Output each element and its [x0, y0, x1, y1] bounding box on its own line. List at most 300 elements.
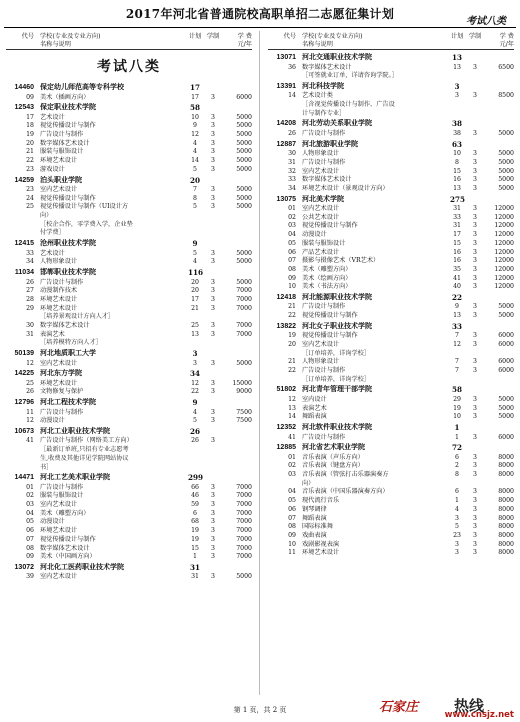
row-name: ［培养景观设计方向人才］: [40, 313, 115, 321]
major-row: [6, 131, 252, 140]
row-code: 08: [288, 265, 296, 273]
row-name: 室内艺术设计: [40, 186, 78, 193]
row-duration: 3: [473, 184, 477, 192]
row-name: 生,收费及其他详见学院网站协议: [40, 454, 129, 462]
row-name: 表演艺术: [302, 404, 327, 412]
row-name: 美术（插画方向）: [40, 93, 90, 101]
row-plan: 26: [189, 426, 200, 436]
row-code: 11: [288, 549, 296, 557]
row-duration: 3: [473, 341, 477, 348]
row-code: 03: [26, 501, 34, 509]
note-row: [268, 101, 514, 110]
row-code: 30: [288, 150, 296, 158]
major-row: [6, 203, 252, 212]
header-fee-2: 元/年: [237, 40, 252, 48]
row-plan: 31: [453, 222, 461, 230]
row-code: 25: [26, 379, 34, 387]
row-code: 04: [288, 231, 296, 239]
header-fee-1: 学 费: [237, 33, 252, 40]
row-name: 广告设计与制作: [40, 131, 84, 139]
row-name: 国际标准舞: [302, 523, 333, 531]
row-name: 广告设计与制作: [40, 278, 84, 286]
row-fee: 8000: [498, 531, 514, 539]
row-plan: 9: [192, 398, 198, 408]
row-name: 河北交通职业技术学院: [302, 53, 372, 61]
row-code: 13822: [276, 322, 296, 330]
row-fee: 8000: [498, 514, 514, 522]
row-fee: 5000: [498, 184, 514, 192]
row-duration: 3: [211, 509, 215, 517]
row-plan: 16: [453, 248, 461, 256]
watermark-cn: 石家庄: [378, 700, 418, 715]
row-fee: 8000: [498, 462, 514, 470]
row-fee: 12000: [494, 205, 514, 213]
row-name: 河北省艺术职业学院: [302, 443, 365, 452]
row-name: 环境艺术设计: [40, 304, 78, 312]
row-name: ［培养模特方向人才］: [40, 339, 102, 347]
row-plan: 68: [191, 518, 199, 526]
row-plan: 12: [191, 131, 199, 139]
row-duration: 3: [473, 471, 477, 479]
header-code: 代号: [21, 33, 34, 40]
row-fee: 7000: [236, 544, 252, 552]
row-fee: 5000: [236, 573, 252, 581]
row-duration: 3: [211, 544, 215, 552]
row-fee: 7000: [236, 295, 252, 303]
major-row: [6, 437, 252, 446]
row-code: 51802: [276, 386, 296, 394]
row-plan: 116: [188, 268, 204, 277]
row-duration: 3: [211, 379, 215, 387]
row-name: 数字媒体艺术设计: [302, 176, 352, 184]
row-name: 广告设计与制作: [302, 433, 346, 441]
row-code: 03: [288, 222, 296, 230]
row-name: ［校企合作，零学费入学，企业垫: [40, 220, 133, 228]
column-divider: [259, 31, 260, 695]
major-row: [6, 501, 252, 510]
major-row: [268, 205, 514, 214]
row-duration: 3: [473, 257, 477, 265]
column-header: [6, 31, 252, 50]
major-row: [6, 518, 252, 527]
row-fee: 12000: [494, 248, 514, 256]
row-duration: 3: [473, 395, 477, 403]
row-fee: 5000: [236, 131, 252, 139]
row-name: 戏剧影视表演: [302, 540, 340, 548]
row-duration: 3: [473, 239, 477, 247]
row-name: 舞蹈表演: [302, 514, 327, 522]
major-row: [6, 388, 252, 397]
row-duration: 3: [211, 408, 215, 416]
major-row: [6, 166, 252, 175]
row-code: 14471: [14, 474, 34, 482]
row-name: 美术（中国画方向）: [40, 553, 96, 561]
row-plan: 1: [455, 433, 459, 441]
header-name-1: 学校(专业及专业方向): [40, 33, 101, 40]
row-plan: 38: [451, 119, 462, 129]
row-duration: 3: [473, 283, 477, 291]
row-code: 26: [288, 129, 296, 137]
row-code: 12418: [276, 293, 296, 301]
row-duration: 3: [473, 531, 477, 539]
row-duration: 3: [473, 358, 477, 366]
row-plan: 17: [453, 231, 461, 239]
major-row: [268, 549, 514, 558]
row-name: 室内艺术设计: [302, 167, 340, 175]
row-code: 12887: [276, 140, 296, 148]
row-fee: 7000: [236, 287, 252, 295]
row-name: 音乐表演（中国乐器演奏方向）: [302, 488, 389, 496]
row-fee: 8000: [498, 497, 514, 505]
row-plan: 40: [453, 283, 461, 291]
row-plan: 7: [455, 367, 459, 375]
row-fee: 12000: [494, 239, 514, 247]
row-duration: 3: [211, 535, 215, 543]
right-column: [268, 31, 514, 558]
header-name-2: 名称与说明: [302, 40, 333, 48]
row-code: 09: [288, 531, 296, 539]
row-code: 41: [26, 437, 34, 445]
row-plan: 12: [191, 379, 199, 387]
row-plan: 33: [453, 213, 461, 221]
row-code: 33: [288, 176, 296, 184]
row-plan: 31: [453, 205, 461, 213]
row-duration: 3: [473, 514, 477, 522]
row-name: ［订单培养，详询学校］: [302, 375, 371, 383]
institution-row: [6, 397, 252, 409]
row-duration: 3: [473, 453, 477, 461]
row-code: 03: [288, 471, 296, 479]
major-row: [268, 541, 514, 550]
row-duration: 3: [211, 388, 215, 396]
major-row: [268, 497, 514, 506]
row-fee: 5000: [498, 303, 514, 311]
row-code: 05: [26, 518, 34, 526]
row-name: 产品艺术设计: [302, 248, 340, 256]
row-name: 音乐表演（键盘方向）: [302, 462, 364, 470]
row-code: 09: [26, 93, 34, 101]
row-name: ［最新订单班,只招有专业志愿考: [40, 446, 129, 454]
row-plan: 3: [455, 540, 459, 548]
row-name: 室内设计: [302, 395, 327, 403]
row-duration: 3: [211, 122, 215, 130]
row-name: 邯郸职业技术学院: [40, 268, 96, 276]
row-name: 美术（雕塑方向）: [302, 265, 352, 273]
row-fee: 6000: [498, 332, 514, 340]
row-duration: 3: [211, 287, 215, 295]
row-fee: 5000: [498, 176, 514, 184]
row-code: 18: [26, 122, 34, 130]
row-duration: 3: [211, 330, 215, 338]
row-plan: 4: [193, 408, 197, 416]
row-fee: 5000: [236, 278, 252, 286]
row-code: 21: [288, 358, 296, 366]
row-plan: 13: [453, 184, 461, 192]
row-plan: 59: [191, 501, 199, 509]
row-fee: 5000: [498, 413, 514, 421]
row-code: 13391: [276, 82, 296, 90]
row-code: 22: [26, 157, 34, 165]
row-name: 环境艺术设计: [40, 379, 78, 387]
row-code: 07: [288, 257, 296, 265]
row-plan: 17: [191, 93, 199, 101]
row-name: 表演艺术: [40, 330, 65, 338]
row-name: 保定职业技术学院: [40, 103, 96, 112]
row-code: 14225: [14, 370, 34, 378]
watermark-url: www.cnsjz.net: [444, 710, 514, 720]
row-fee: 6500: [498, 63, 514, 71]
row-code: 20: [288, 341, 296, 348]
row-duration: 3: [211, 165, 215, 173]
row-name: 室内艺术设计: [40, 501, 78, 509]
row-name: 视觉传播设计与制作: [302, 222, 358, 230]
row-plan: 22: [191, 388, 199, 396]
row-code: 14460: [14, 84, 34, 91]
left-column: [6, 31, 252, 582]
row-plan: 8: [455, 471, 459, 479]
row-plan: 19: [191, 535, 199, 543]
row-fee: 5000: [498, 167, 514, 175]
institution-row: [6, 426, 252, 438]
major-row: [268, 471, 514, 480]
row-name: 环境艺术设计: [302, 549, 340, 557]
major-row: [6, 417, 252, 426]
row-plan: 6: [193, 509, 197, 517]
row-name: 河北青年管理干部学院: [302, 385, 372, 394]
row-code: 12885: [276, 444, 296, 452]
row-name: 室内艺术设计: [40, 359, 78, 367]
major-row: [6, 186, 252, 195]
row-code: 17: [26, 113, 34, 121]
note-row: [6, 455, 252, 464]
institution-row: [268, 422, 514, 434]
row-duration: 3: [211, 249, 215, 257]
row-code: 41: [288, 433, 296, 441]
row-fee: 5000: [236, 165, 252, 173]
row-code: 21: [26, 148, 34, 156]
row-duration: 3: [211, 148, 215, 156]
row-plan: 13: [453, 63, 461, 71]
major-row: [268, 159, 514, 168]
row-name: 河北女子职业技术学院: [302, 321, 372, 330]
row-fee: 9000: [236, 388, 252, 396]
major-row: [268, 358, 514, 367]
row-plan: 34: [189, 369, 200, 379]
row-name: 沧州职业技术学院: [40, 239, 96, 248]
row-name: 人物形象设计: [40, 258, 78, 266]
note-row: [6, 212, 252, 221]
major-row: [6, 331, 252, 340]
row-name: 文物修复与保护: [40, 388, 84, 396]
row-duration: 3: [473, 63, 477, 71]
row-duration: 3: [473, 150, 477, 158]
major-row: [268, 283, 514, 292]
row-plan: 58: [451, 385, 462, 395]
row-code: 06: [288, 248, 296, 256]
row-name: 环境艺术设计: [40, 295, 78, 303]
row-fee: 5000: [498, 404, 514, 412]
major-row: [6, 122, 252, 131]
note-row: [268, 110, 514, 119]
major-row: [268, 462, 514, 471]
left-table-body: [6, 82, 252, 582]
row-duration: 3: [473, 265, 477, 273]
row-duration: 3: [211, 295, 215, 303]
row-plan: 21: [191, 304, 199, 312]
row-plan: 9: [193, 122, 197, 130]
row-code: 14: [288, 92, 296, 100]
row-duration: 3: [473, 274, 477, 282]
row-duration: 3: [473, 213, 477, 221]
row-fee: 5000: [236, 157, 252, 165]
institution-row: [268, 321, 514, 333]
major-row: [6, 157, 252, 166]
row-name: 动漫设计: [40, 518, 65, 526]
row-code: 13: [288, 404, 296, 412]
row-name: 泊头职业学院: [40, 175, 82, 184]
row-code: 13075: [276, 195, 296, 203]
row-duration: 3: [473, 367, 477, 375]
row-fee: 5000: [236, 148, 252, 156]
row-fee: 5000: [236, 194, 252, 202]
row-code: 25: [26, 203, 34, 211]
row-fee: 5000: [236, 258, 252, 266]
page-title: 2017年河北省普通院校高职单招二志愿征集计划: [125, 7, 395, 21]
row-plan: 33: [451, 321, 462, 331]
row-fee: 12000: [494, 213, 514, 221]
row-name: 美术（雕塑方向）: [40, 509, 90, 517]
row-code: 12415: [14, 240, 34, 248]
major-row: [268, 92, 514, 101]
row-duration: 3: [473, 231, 477, 239]
row-fee: 5000: [498, 129, 514, 137]
row-plan: 3: [192, 349, 198, 358]
row-fee: 12000: [494, 274, 514, 282]
row-fee: 7000: [236, 483, 252, 491]
row-name: 广告设计与制作（网络美工方向）: [40, 437, 133, 445]
row-name: 视觉传播设计与制作: [302, 312, 358, 320]
row-name: ［可签就业订单，详请咨询学院。］: [302, 72, 398, 80]
row-plan: 58: [189, 103, 200, 113]
major-row: [268, 413, 514, 422]
row-fee: 5000: [236, 249, 252, 257]
row-duration: 3: [473, 505, 477, 513]
row-duration: 3: [211, 304, 215, 312]
row-name: 计与制作专业］: [302, 109, 346, 117]
row-fee: 8500: [498, 92, 514, 100]
header-fee-1: 学 费: [499, 33, 514, 40]
row-name: 室内艺术设计: [302, 205, 340, 213]
row-plan: 10: [453, 413, 461, 421]
row-duration: 3: [473, 488, 477, 496]
row-code: 23: [26, 165, 34, 173]
row-plan: 8: [193, 194, 197, 202]
row-code: 02: [288, 213, 296, 221]
row-fee: 6000: [498, 358, 514, 366]
watermark-logo: [314, 696, 514, 718]
institution-row: [6, 238, 252, 250]
row-plan: 4: [455, 505, 459, 513]
row-plan: 9: [455, 303, 459, 311]
row-fee: 8000: [498, 505, 514, 513]
row-name: 视觉传播设计与制作: [40, 122, 96, 130]
row-code: 50139: [14, 350, 34, 357]
row-code: 20: [26, 139, 34, 147]
row-code: 10673: [14, 427, 34, 435]
major-row: [6, 250, 252, 259]
row-plan: 6: [455, 488, 459, 496]
row-duration: 3: [211, 321, 215, 329]
row-name: 音乐表演（声乐方向）: [302, 453, 364, 461]
row-duration: 3: [211, 417, 215, 425]
row-name: 舞蹈表演: [302, 413, 327, 421]
major-row: [268, 434, 514, 443]
row-code: 01: [288, 453, 296, 461]
row-plan: 1: [193, 553, 197, 561]
note-row: [6, 313, 252, 322]
row-plan: 15: [191, 544, 199, 552]
row-duration: 3: [473, 129, 477, 137]
row-name: 动漫设计: [40, 417, 65, 425]
row-fee: 7500: [236, 417, 252, 425]
row-code: 10: [288, 283, 296, 291]
row-duration: 3: [473, 413, 477, 421]
row-plan: 7: [455, 358, 459, 366]
row-code: 14: [288, 413, 296, 421]
institution-row: [6, 175, 252, 187]
row-fee: 8000: [498, 453, 514, 461]
major-row: [268, 488, 514, 497]
row-fee: 12000: [494, 257, 514, 265]
row-name: 保定幼儿师范高等专科学校: [40, 83, 124, 91]
row-fee: 7000: [236, 509, 252, 517]
row-code: 11034: [14, 269, 34, 276]
row-fee: 8000: [498, 540, 514, 548]
major-row: [6, 360, 252, 369]
row-code: 19: [288, 332, 296, 340]
header-fee-2: 元/年: [499, 40, 514, 48]
major-row: [268, 222, 514, 231]
row-fee: 5000: [236, 113, 252, 121]
row-name: 服装与服饰设计: [302, 239, 346, 247]
row-duration: 3: [211, 359, 215, 367]
row-plan: 31: [191, 573, 199, 581]
row-fee: 5000: [236, 359, 252, 367]
row-plan: 4: [193, 258, 197, 266]
row-plan: 22: [451, 292, 462, 302]
row-duration: 3: [211, 437, 215, 445]
row-name: 河北软件职业技术学院: [302, 423, 372, 431]
row-code: 12352: [276, 424, 296, 431]
row-plan: 29: [453, 395, 461, 403]
note-row: [268, 72, 514, 81]
row-plan: 72: [451, 443, 462, 453]
row-code: 11: [26, 408, 34, 416]
row-plan: 5: [193, 417, 197, 425]
row-name: 戏曲表演: [302, 531, 327, 539]
row-plan: 3: [455, 92, 459, 100]
major-row: [6, 527, 252, 536]
row-code: 28: [26, 295, 34, 303]
row-name: 美术（书法方向）: [302, 283, 352, 291]
row-duration: 3: [211, 573, 215, 581]
row-duration: 3: [211, 203, 215, 211]
row-name: 视觉传播设计与制作: [302, 332, 358, 340]
major-row: [268, 523, 514, 532]
header-duration: 学制: [206, 33, 220, 40]
row-fee: 6000: [498, 433, 514, 441]
row-duration: 3: [473, 312, 477, 320]
